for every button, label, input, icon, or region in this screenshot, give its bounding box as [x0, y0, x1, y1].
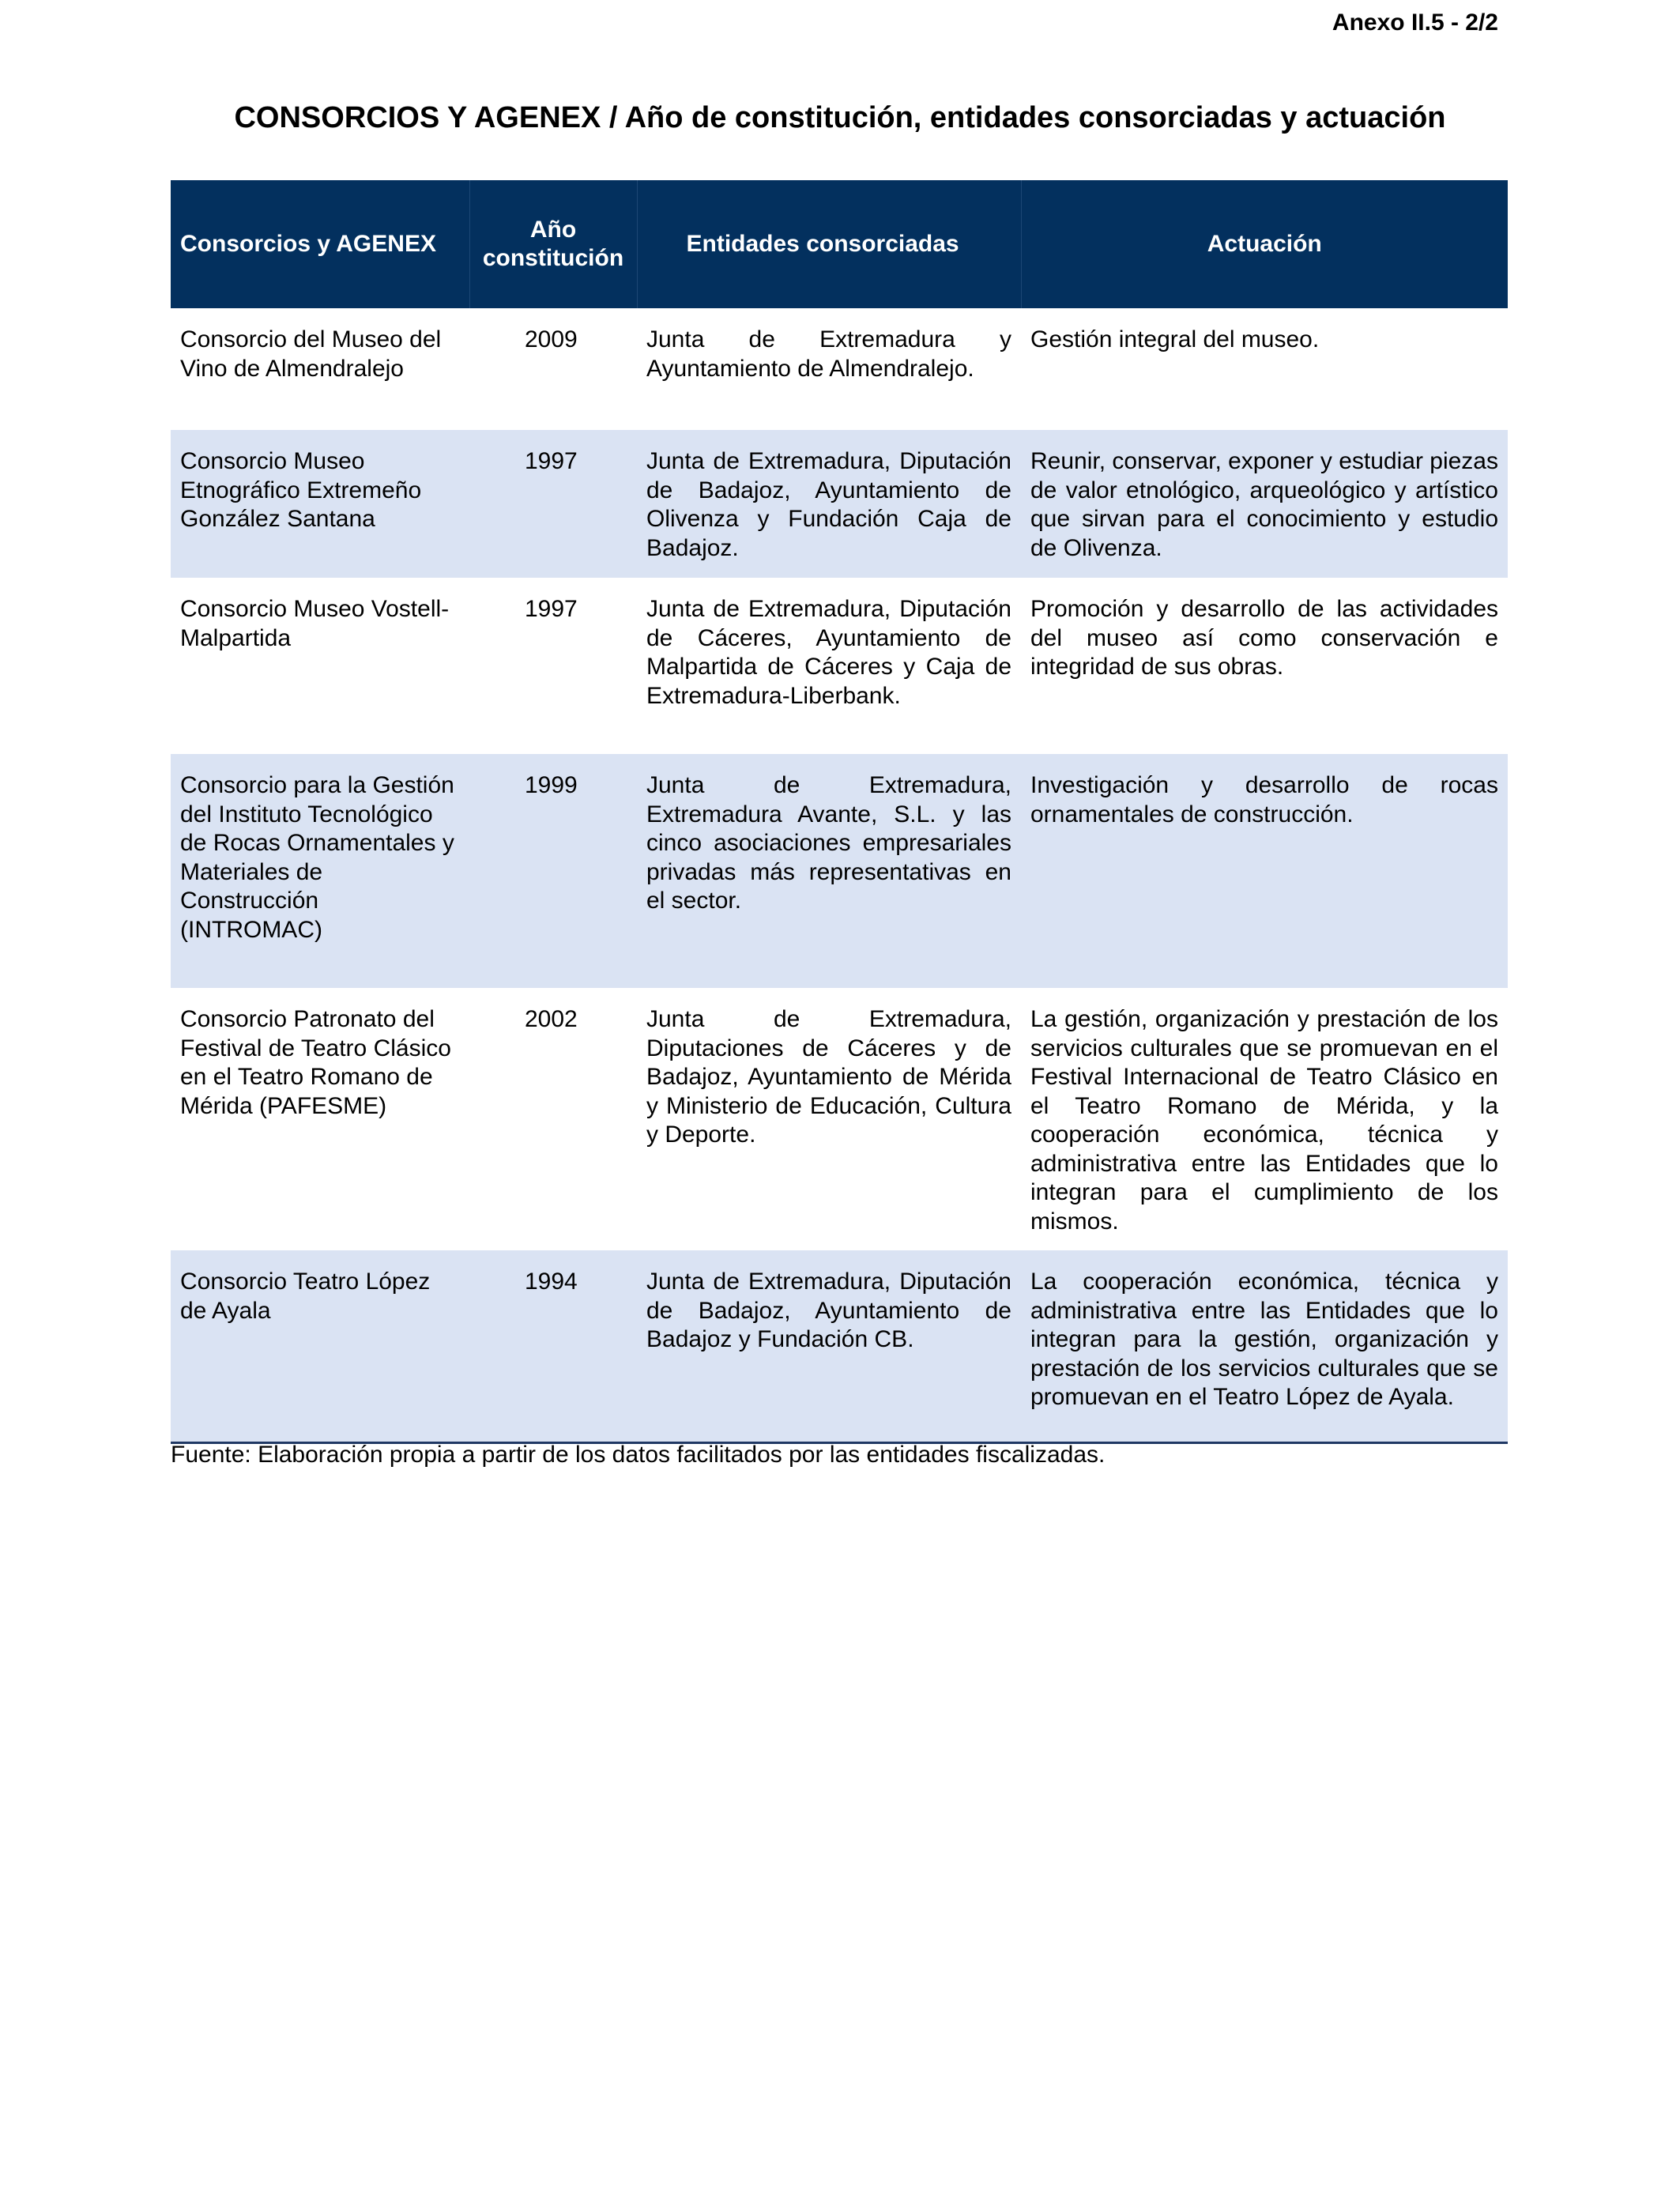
table-row — [171, 1250, 1508, 1443]
consortia-table — [171, 180, 1508, 1444]
page-title: CONSORCIOS Y AGENEX / Año de constitución, entidades consorciadas y actuación — [234, 101, 1446, 134]
cell-action: Promoción y desarrollo de las actividades del museo así como conservación e integridad de sus obras. — [1030, 596, 1498, 680]
column-header-year-line1: Año — [529, 217, 577, 243]
cell-entities: Junta de Extremadura, Diputación de Badajoz, Ayuntamiento de Badajoz y Fundación CB. — [637, 1250, 1021, 1443]
cell-name: Consorcio Teatro López de Ayala — [171, 1250, 469, 1443]
cell-name: Consorcio Museo Vostell-Malpartida — [180, 596, 450, 651]
cell-year: 2009 — [525, 326, 578, 352]
column-header-action: Actuación — [1021, 180, 1508, 308]
table-row — [171, 754, 1508, 988]
cell-entities: Junta de Extremadura, Diputación de Cáceres, Ayuntamiento de Malpartida de Cáceres y Caja de Extremadura-Liberbank. — [646, 596, 1011, 709]
table-row — [171, 578, 1508, 754]
cell-action: Gestión integral del museo. — [1030, 326, 1320, 352]
cell-year: 1999 — [469, 754, 637, 988]
cell-action: La cooperación económica, técnica y administrativa entre las Entidades que lo integran para la gestión, organización y prestación de los servicios culturales que se promuevan en el Teatro López de Ayala. — [1021, 1250, 1508, 1443]
cell-entities: Junta de Extremadura, Diputaciones de Cáceres y de Badajoz, Ayuntamiento de Mérida y Ministerio de Educación, Cultura y Deporte. — [646, 1006, 1011, 1148]
cell-entities: Junta de Extremadura y Ayuntamiento de Almendralejo. — [646, 326, 1011, 382]
column-header-year — [469, 180, 637, 308]
cell-name: Consorcio para la Gestión del Instituto Tecnológico de Rocas Ornamentales y Materiales de Construcción (INTROMAC) — [171, 754, 469, 988]
cell-entities: Junta de Extremadura, Extremadura Avante, S.L. y las cinco asociaciones empresariales privadas más representativas en el sector. — [637, 754, 1021, 988]
cell-year: 1997 — [525, 596, 578, 622]
cell-year: 1997 — [469, 430, 637, 578]
column-header-year-line2: constitución — [482, 245, 624, 271]
cell-action: Investigación y desarrollo de rocas ornamentales de construcción. — [1021, 754, 1508, 988]
table-header-row — [171, 180, 1508, 308]
cell-entities: Junta de Extremadura, Diputación de Badajoz, Ayuntamiento de Olivenza y Fundación Caja de Badajoz. — [637, 430, 1021, 578]
cell-name: Consorcio Museo Etnográfico Extremeño González Santana — [171, 430, 469, 578]
cell-action: La gestión, organización y prestación de los servicios culturales que se promuevan en el Festival Internacional de Teatro Clásico en el Teatro Romano de Mérida, y la cooperación económica, técnica y administrativa entre las Entidades que lo integran para el cumplimiento de los mismos. — [1030, 1006, 1498, 1235]
column-header-entities: Entidades consorciadas — [637, 180, 1021, 308]
source-note: Fuente: Elaboración propia a partir de los datos facilitados por las entidades fiscalizadas. — [171, 1442, 1106, 1468]
cell-year: 1994 — [469, 1250, 637, 1443]
cell-name: Consorcio Patronato del Festival de Teatro Clásico en el Teatro Romano de Mérida (PAFESME) — [180, 1006, 451, 1119]
cell-name: Consorcio del Museo del Vino de Almendralejo — [180, 326, 442, 382]
cell-year: 2002 — [525, 1006, 578, 1032]
table-row — [171, 988, 1508, 1250]
annex-label: Anexo II.5 - 2/2 — [1332, 9, 1498, 36]
table-row — [171, 430, 1508, 578]
cell-action: Reunir, conservar, exponer y estudiar piezas de valor etnológico, arqueológico y artístico que sirvan para el conocimiento y estudio de Olivenza. — [1021, 430, 1508, 578]
column-header-name: Consorcios y AGENEX — [171, 180, 469, 308]
table-row — [171, 308, 1508, 430]
